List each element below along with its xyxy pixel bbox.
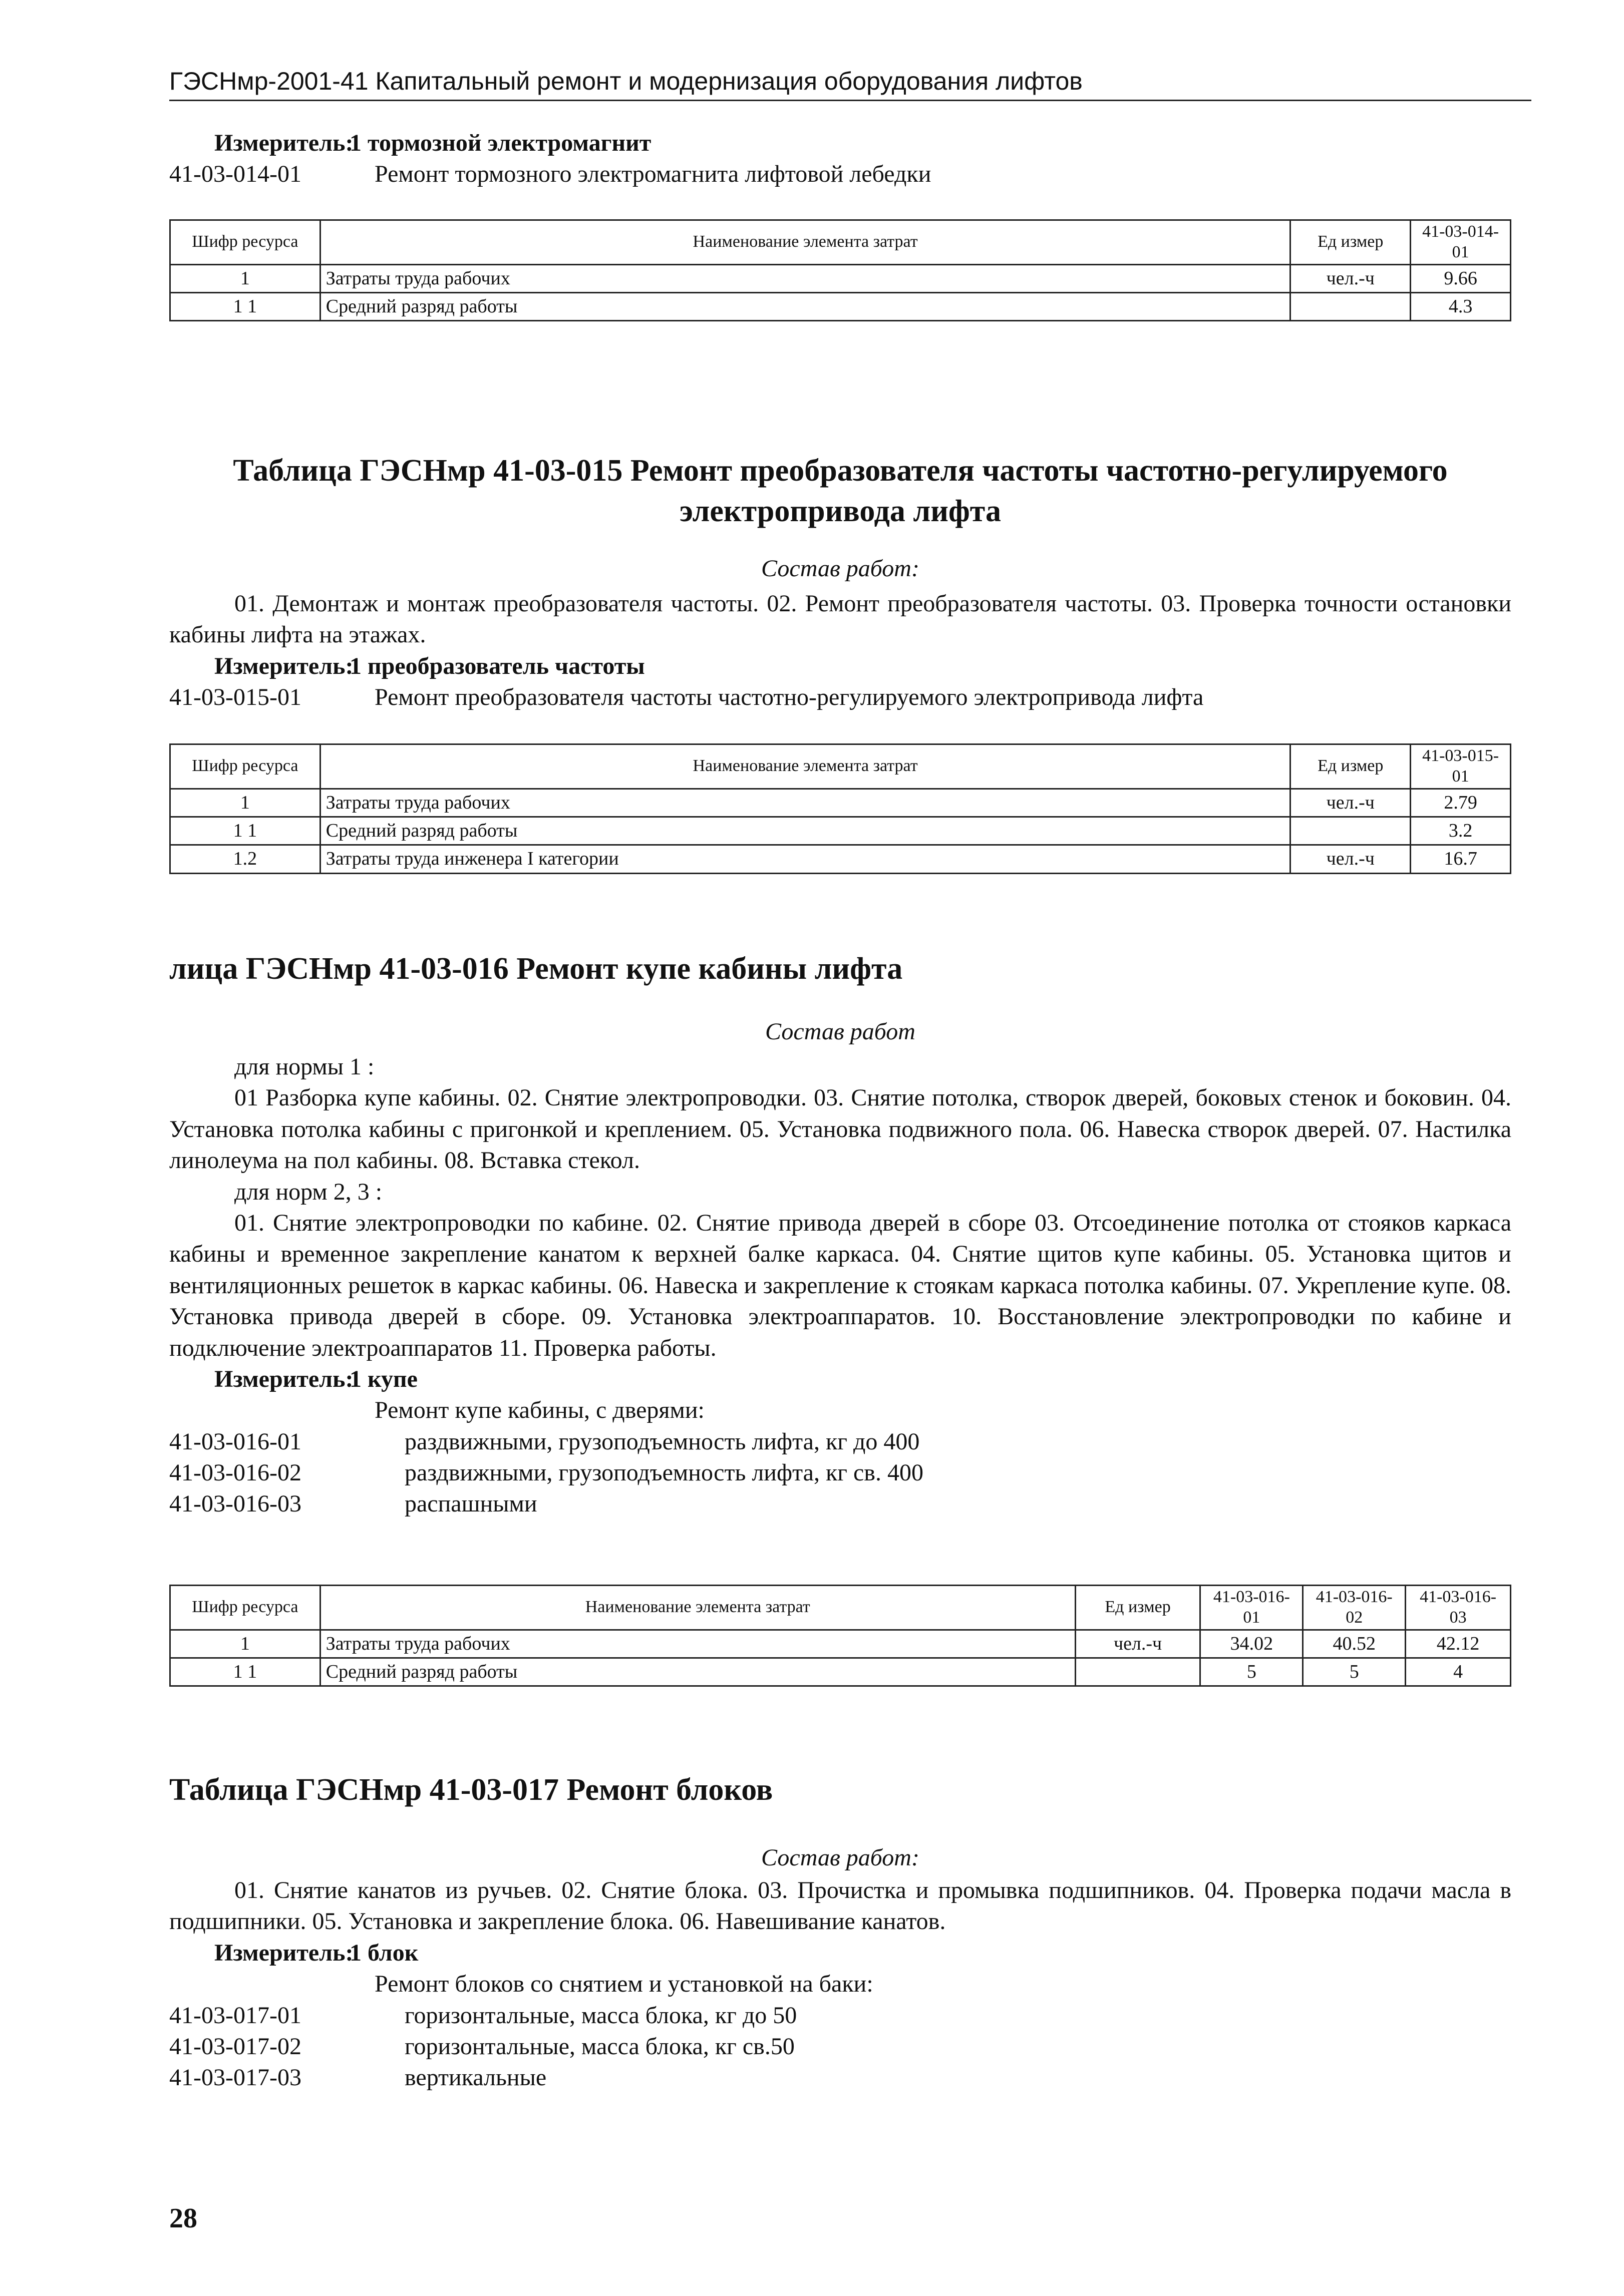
page-number: 28 — [169, 2203, 197, 2234]
cell-name: Средний разряд работы — [320, 1658, 1075, 1686]
section-017 — [169, 1875, 1511, 2094]
norm23-description: 01. Снятие электропроводки по кабине. 02. Снятие привода дверей в сборе 03. Отсоединение потолка от стояков каркаса кабины и временное закрепление канатом к верхней балке каркаса. 04. Снятие щитов купе кабины. 05. Установка щитов и вентиляционных решеток в каркас кабины. 06. Навеска и закрепление к стоякам каркаса потолка кабины. 07. Укрепление купе. 08. Установка привода дверей в сборе. 09. Установка электроаппаратов. 10. Восстановление электропроводки по кабине и подключение электроаппаратов 11. Проверка работы. — [169, 1209, 1511, 1361]
measure-line — [169, 1364, 1511, 1395]
norm-code: 41-03-015-01 — [169, 684, 301, 711]
measure-value: 1 купе — [350, 1365, 418, 1392]
measure-line — [169, 128, 1511, 159]
norm-name: горизонтальные, масса блока, кг до 50 — [405, 2002, 797, 2029]
th-norm-col: 41-03-015-01 — [1411, 744, 1511, 789]
norm-code: 41-03-016-01 — [169, 1428, 301, 1455]
norm-name: раздвижными, грузоподъемность лифта, кг до 400 — [405, 1428, 920, 1455]
cell-name: Затраты труда рабочих — [320, 264, 1290, 292]
norm-name: раздвижными, грузоподъемность лифта, кг св. 400 — [405, 1459, 923, 1486]
norm-code: 41-03-014-01 — [169, 161, 301, 188]
resource-table-015 — [169, 743, 1511, 874]
resource-table-014 — [169, 219, 1511, 321]
norm-line — [169, 2062, 1511, 2093]
cell-value: 5 — [1200, 1658, 1303, 1686]
norm-line — [169, 2000, 1511, 2031]
norm1-label: для нормы 1 : — [234, 1053, 375, 1080]
table-row — [170, 1658, 1511, 1686]
th-norm-col: 41-03-016-03 — [1406, 1586, 1511, 1630]
cell-value: 34.02 — [1200, 1630, 1303, 1658]
th-element-name: Наименование элемента затрат — [320, 744, 1290, 789]
title-line-1: Таблица ГЭСНмр 41-03-015 Ремонт преобразователя частоты частотно-регулируемого — [233, 454, 1448, 488]
norm-name: Ремонт тормозного электромагнита лифтовой лебедки — [375, 161, 931, 188]
cell-code: 1.2 — [170, 845, 320, 873]
cell-unit: чел.-ч — [1075, 1630, 1200, 1658]
norm-code: 41-03-017-02 — [169, 2033, 301, 2060]
group-name: Ремонт блоков со снятием и установкой на баки: — [375, 1971, 873, 1998]
table-row — [170, 817, 1511, 845]
cell-code: 1 — [170, 1630, 320, 1658]
norm-line — [169, 1426, 1511, 1457]
cell-value: 16.7 — [1411, 845, 1511, 873]
cell-name: Затраты труда инженера I категории — [320, 845, 1290, 873]
section-014 — [169, 128, 1511, 190]
norm-line — [169, 1488, 1511, 1519]
cell-value: 40.52 — [1303, 1630, 1406, 1658]
resource-table-016 — [169, 1585, 1511, 1687]
th-resource-code: Шифр ресурса — [170, 1586, 320, 1630]
cell-value: 9.66 — [1411, 264, 1511, 292]
cell-value: 3.2 — [1411, 817, 1511, 845]
th-resource-code: Шифр ресурса — [170, 220, 320, 265]
cell-name: Средний разряд работы — [320, 817, 1290, 845]
table-row — [170, 845, 1511, 873]
measure-label: Измеритель: — [214, 130, 354, 156]
th-element-name: Наименование элемента затрат — [320, 1586, 1075, 1630]
measure-value: 1 преобразователь частоты — [350, 652, 645, 679]
cell-unit: чел.-ч — [1290, 264, 1411, 292]
sostav-heading: Состав работ: — [761, 1844, 919, 1871]
cell-value: 4 — [1406, 1658, 1511, 1686]
cell-unit — [1075, 1658, 1200, 1686]
cell-name: Затраты труда рабочих — [320, 1630, 1075, 1658]
table-row — [170, 789, 1511, 817]
cell-value: 2.79 — [1411, 789, 1511, 817]
norm-line — [169, 682, 1511, 713]
group-name: Ремонт купе кабины, с дверями: — [375, 1397, 705, 1424]
norm-code: 41-03-016-03 — [169, 1490, 301, 1517]
table-016-title: лица ГЭСНмр 41-03-016 Ремонт купе кабины лифта — [169, 952, 903, 986]
cell-value: 5 — [1303, 1658, 1406, 1686]
cell-name: Затраты труда рабочих — [320, 789, 1290, 817]
sostav-heading: Состав работ — [765, 1018, 915, 1045]
measure-line — [169, 1938, 1511, 1969]
cell-name: Средний разряд работы — [320, 292, 1290, 320]
cell-code: 1 — [170, 264, 320, 292]
cell-value: 4.3 — [1411, 292, 1511, 320]
table-row — [170, 264, 1511, 292]
norm-line — [169, 2031, 1511, 2062]
th-norm-col: 41-03-016-02 — [1303, 1586, 1406, 1630]
title-line-2: электропривода лифта — [679, 494, 1002, 528]
norm-name: распашными — [405, 1490, 537, 1517]
cell-code: 1 1 — [170, 817, 320, 845]
cell-unit — [1290, 817, 1411, 845]
norm-code: 41-03-016-02 — [169, 1459, 301, 1486]
cell-value: 42.12 — [1406, 1630, 1511, 1658]
running-header: ГЭСНмр-2001-41 Капитальный ремонт и модернизация оборудования лифтов — [169, 65, 1531, 101]
cell-unit: чел.-ч — [1290, 789, 1411, 817]
norm-code: 41-03-017-03 — [169, 2064, 301, 2091]
th-norm-col: 41-03-014-01 — [1411, 220, 1511, 265]
measure-label: Измеритель: — [214, 1365, 354, 1392]
th-unit: Ед измер — [1075, 1586, 1200, 1630]
section-015 — [169, 588, 1511, 713]
table-row — [170, 292, 1511, 320]
table-017-title: Таблица ГЭСНмр 41-03-017 Ремонт блоков — [169, 1773, 773, 1807]
work-description: 01. Снятие канатов из ручьев. 02. Снятие блока. 03. Прочистка и промывка подшипников. 04. Проверка подачи масла в подшипники. 05. Установка и закрепление блока. 06. Навешивание канатов. — [169, 1877, 1511, 1935]
measure-line — [169, 651, 1511, 682]
norm23-label: для норм 2, 3 : — [234, 1178, 383, 1205]
cell-code: 1 — [170, 789, 320, 817]
norm-name: горизонтальные, масса блока, кг св.50 — [405, 2033, 795, 2060]
th-resource-code: Шифр ресурса — [170, 744, 320, 789]
norm1-description: 01 Разборка купе кабины. 02. Снятие электропроводки. 03. Снятие потолка, створок дверей, боковых стенок и боковин. 04. Установка потолка кабины с пригонкой и креплением. 05. Установка подвижного пола. 06. Навеска створок дверей. 07. Настилка линолеума на пол кабины. 08. Вставка стекол. — [169, 1084, 1511, 1174]
norm-line — [169, 159, 1511, 190]
cell-code: 1 1 — [170, 292, 320, 320]
sostav-heading: Состав работ: — [761, 555, 919, 582]
norm-line — [169, 1457, 1511, 1488]
cell-unit — [1290, 292, 1411, 320]
th-unit: Ед измер — [1290, 220, 1411, 265]
norm-name: вертикальные — [405, 2064, 547, 2091]
section-016 — [169, 1051, 1511, 1520]
cell-unit: чел.-ч — [1290, 845, 1411, 873]
table-row — [170, 1630, 1511, 1658]
norm-name: Ремонт преобразователя частоты частотно-регулируемого электропривода лифта — [375, 684, 1204, 711]
measure-value: 1 тормозной электромагнит — [350, 130, 652, 156]
norm-code: 41-03-017-01 — [169, 2002, 301, 2029]
work-description: 01. Демонтаж и монтаж преобразователя частоты. 02. Ремонт преобразователя частоты. 03. Проверка точности остановки кабины лифта на этажах. — [169, 590, 1511, 648]
cell-code: 1 1 — [170, 1658, 320, 1686]
th-unit: Ед измер — [1290, 744, 1411, 789]
measure-label: Измеритель: — [214, 1939, 354, 1966]
measure-label: Измеритель: — [214, 652, 354, 679]
th-norm-col: 41-03-016-01 — [1200, 1586, 1303, 1630]
measure-value: 1 блок — [350, 1939, 419, 1966]
th-element-name: Наименование элемента затрат — [320, 220, 1290, 265]
table-015-title — [169, 451, 1511, 531]
